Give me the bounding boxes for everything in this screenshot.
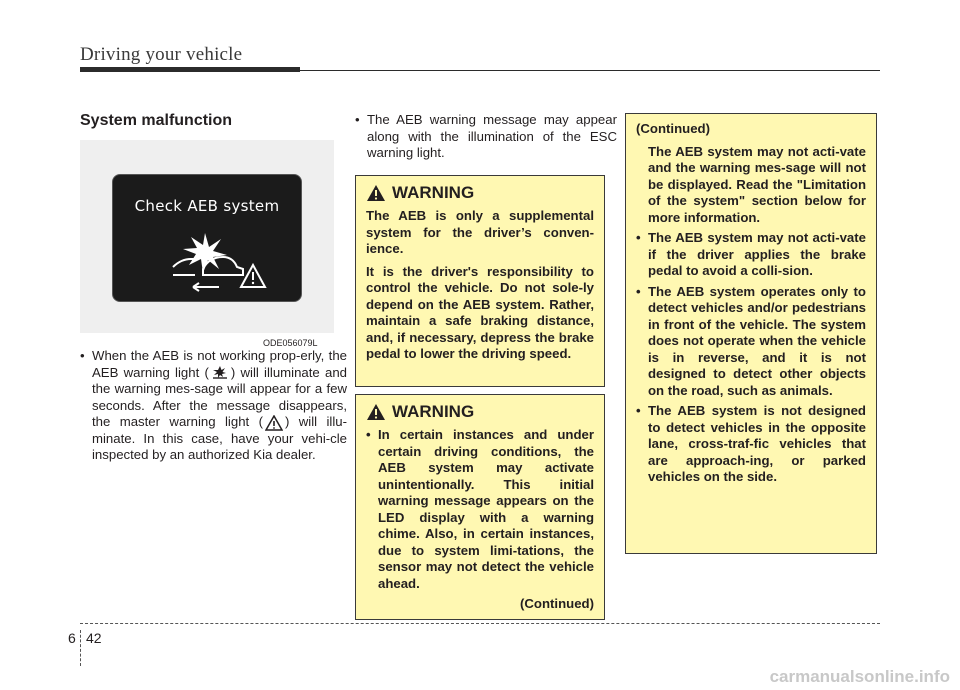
continued-lead: The AEB system may not acti-vate and the warning mes-sage will not be displayed. Read the "Limitation of the system" section below for more information. (648, 143, 866, 225)
page-number: 42 (86, 630, 102, 646)
malfunction-text-part2: ) will illuminate and the warning mes-sage will appear for a few seconds. After the message disappears, the master warning light ( (92, 364, 347, 430)
warning-box-continued (625, 113, 877, 554)
header-rule-thin (300, 70, 880, 71)
footer-vertical-divider (80, 630, 81, 666)
malfunction-text-part3: ) will illu-minate. In this case, have your vehi-cle inspected by an authorized Kia dealer. (92, 414, 347, 463)
figure-code: ODE056079L (263, 338, 318, 348)
continued-bullet-3: • The AEB system is not designed to detect vehicles in the opposite lane, cross-traf-fic vehicles that are approach-ing, or parked vehicles on the side. (636, 403, 866, 486)
warning-triangle-icon (366, 403, 386, 421)
warning-heading-text-1: WARNING (392, 182, 475, 202)
warning-box-1 (355, 175, 605, 387)
aeb-collision-icon (163, 225, 273, 295)
header-rule-thick (80, 67, 300, 72)
cluster-display (112, 174, 302, 302)
malfunction-bullet (80, 348, 347, 464)
continued-bullet-2: • The AEB system operates only to detect vehicles and/or pedestrians in front of the vehicle. The system does not operate when the vehicle is in reverse, and it is not designed to detect other objects on the road, such as animals. (636, 284, 866, 400)
warning2-bullet: • In certain instances and under certain driving conditions, the AEB system may activate unintentionally. This initial warning message appears on the LED display with a warning chime. Also, in certain instances, due to system limi-tations, the sensor may not detect the vehicle ahead. (366, 427, 594, 592)
chapter-number: 6 (68, 630, 76, 646)
continued-label: (Continued) (520, 596, 594, 611)
page-header-title: Driving your vehicle (80, 44, 243, 65)
malfunction-text-part1: When the AEB is not working prop-erly, the AEB warning light ( (92, 348, 347, 380)
watermark: carmanualsonline.info (769, 667, 950, 686)
section-title: System malfunction (80, 112, 233, 129)
continued-label-top: (Continued) (636, 121, 710, 136)
warning-heading-1 (366, 184, 594, 202)
continued-bullet-1: • The AEB system may not acti-vate if the driver applies the brake pedal to avoid a colli-sion. (636, 230, 866, 280)
warning-heading-2 (366, 403, 594, 421)
footer-divider (80, 623, 880, 624)
cluster-figure (80, 140, 334, 333)
warning1-para1: The AEB is only a supplemental system for the driver’s conven-ience. (366, 208, 594, 256)
esc-bullet-text: The AEB warning message may appear along with the illumination of the ESC warning light. (367, 112, 617, 160)
master-warning-icon (265, 415, 283, 431)
display-message: Check AEB system (134, 197, 280, 215)
esc-bullet (355, 112, 617, 162)
warning-heading-text-2: WARNING (392, 401, 475, 421)
warning-triangle-icon (366, 184, 386, 202)
warning1-para2: It is the driver's responsibility to control the vehicle. Do not sole-ly depend on the AEB system. Rather, maintain a safe braking distance, and, if necessary, depress the brake pedal to lower the driving speed. (366, 263, 594, 361)
aeb-warning-light-icon (211, 365, 229, 381)
warning-box-2 (355, 394, 605, 620)
